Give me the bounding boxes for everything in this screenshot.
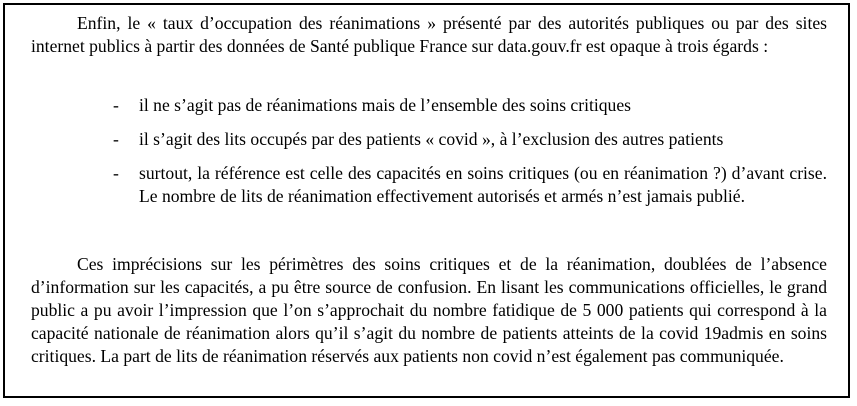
bullet-marker: -: [113, 95, 119, 115]
list-item-text: il ne s’agit pas de réanimations mais de l’ensemble des soins critiques: [139, 95, 632, 115]
closing-paragraph: Ces imprécisions sur les périmètres des soins critiques et de la réanimation, doublées de l’absence d’information sur les capacités, a pu être source de confusion. En lisant les communications officielles, le grand public a pu avoir l’impression que l’on s’approchait du nombre fatidique de 5 000 patients qui correspond à la capacité nationale de réanimation alors qu’il s’agit du nombre de patients atteints de la covid 19admis en soins critiques. La part de lits de réanimation réservés aux patients non covid n’est également pas communiquée.: [31, 254, 827, 366]
list-item: [31, 162, 827, 208]
list-item: [31, 128, 827, 151]
bullet-marker: -: [113, 129, 119, 149]
bullet-list: [31, 94, 827, 219]
list-item-text: surtout, la référence est celle des capacités en soins critiques (ou en réanimation ?) d’avant crise. Le nombre de lits de réanimation effectivement autorisés et armés n’est jamais publié.: [139, 163, 827, 206]
list-item: [31, 94, 827, 117]
bullet-marker: -: [113, 163, 119, 183]
list-item-text: il s’agit des lits occupés par des patients « covid », à l’exclusion des autres patients: [139, 129, 724, 149]
text-box: [3, 3, 850, 398]
intro-paragraph: Enfin, le « taux d’occupation des réanimations » présenté par des autorités publiques ou par des sites internet publics à partir des données de Santé publique France sur data.gouv.fr est opaque à trois égards :: [31, 13, 827, 56]
